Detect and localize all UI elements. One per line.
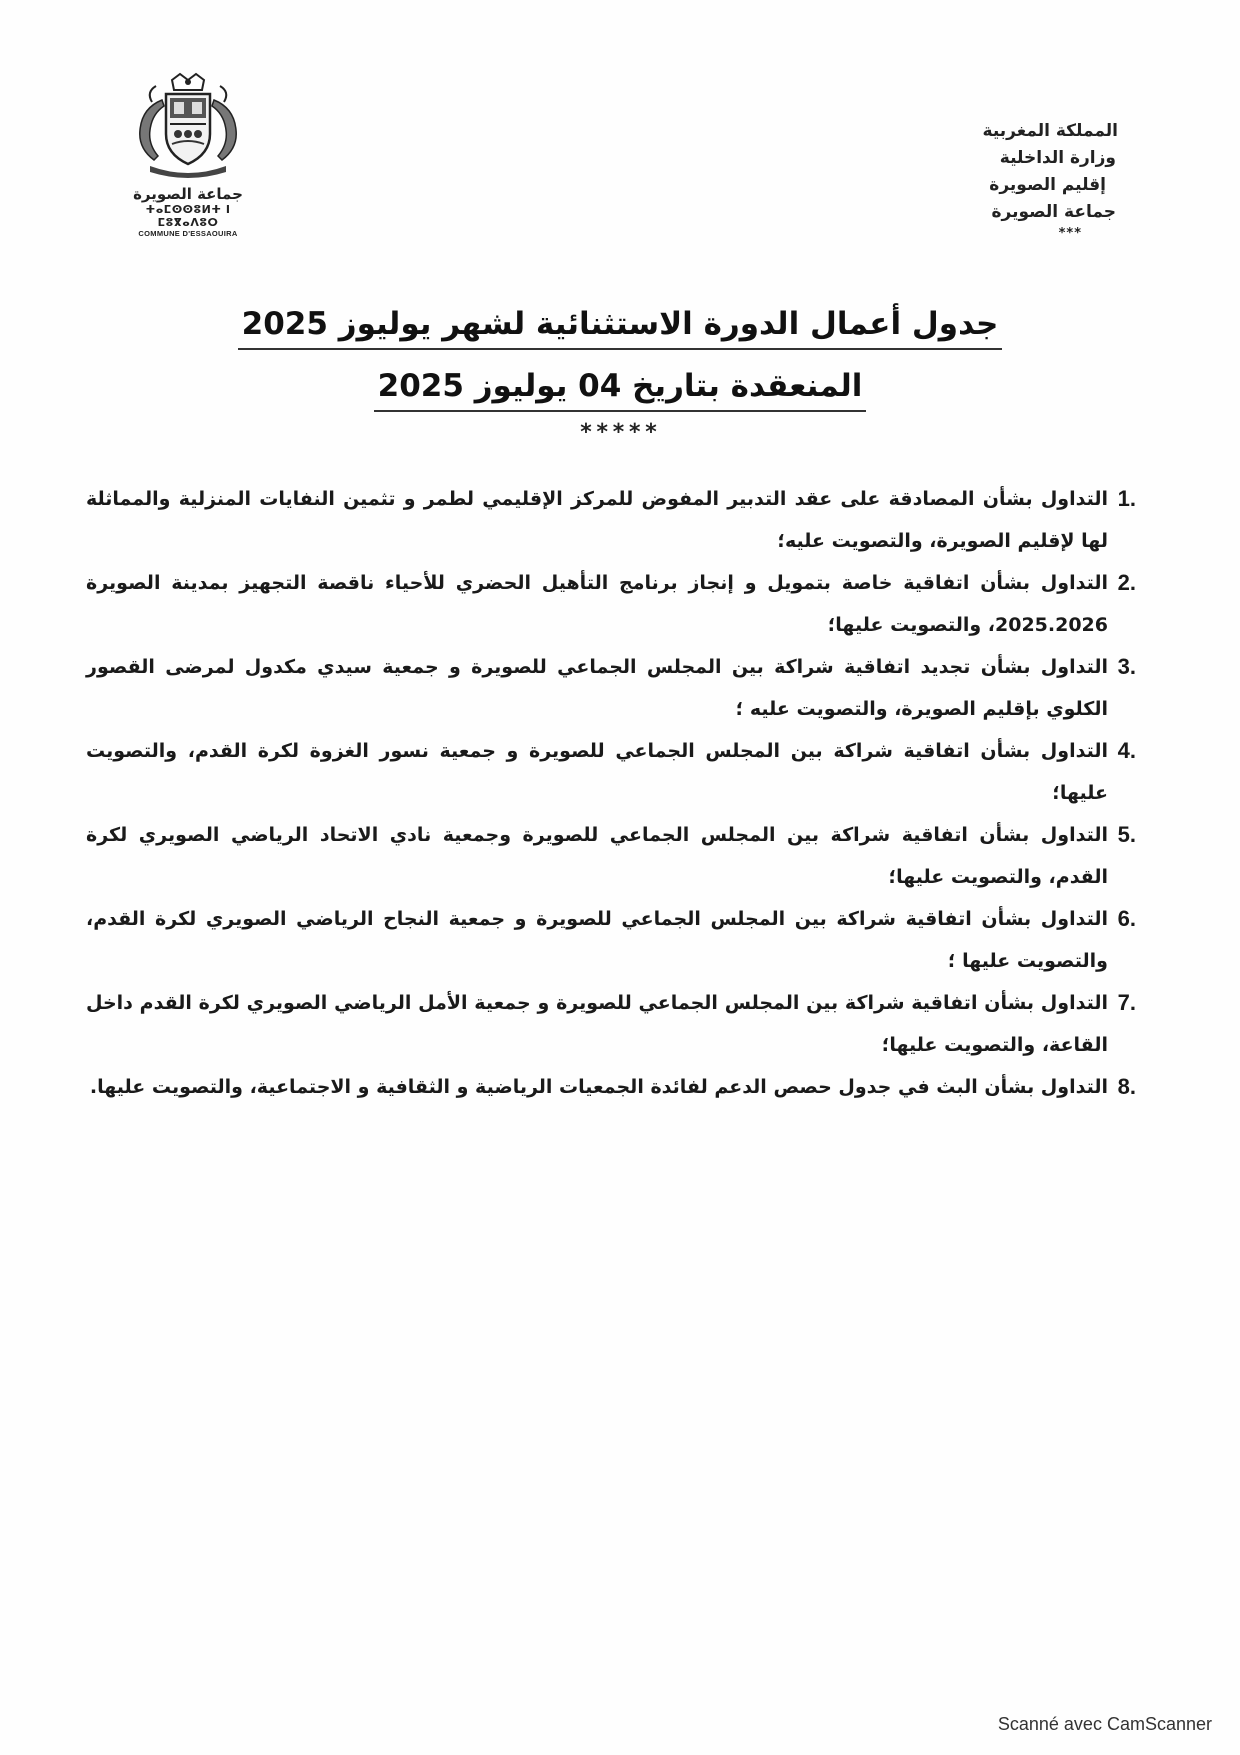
- agenda-item: [86, 478, 1136, 562]
- agenda-item-number: 6.: [1117, 906, 1136, 931]
- title-asterisks: *****: [579, 420, 661, 445]
- agenda-item-number: 5.: [1117, 822, 1136, 847]
- agenda-item-number: 7.: [1117, 990, 1136, 1015]
- agenda-item: [86, 562, 1136, 646]
- agenda-item: [86, 814, 1136, 898]
- agenda-item-number: 1.: [1117, 486, 1136, 511]
- logo-arabic-name: جماعة الصويرة: [133, 185, 243, 203]
- logo-french-name: COMMUNE D'ESSAOUIRA: [138, 229, 238, 238]
- agenda-item-text: التداول بشأن اتفاقية شراكة بين المجلس الجماعي للصويرة و جمعية نسور الغزوة لكرة القدم، والتصويت عليها؛: [86, 740, 1108, 804]
- agenda-item-number: 3.: [1117, 654, 1136, 679]
- agenda-item-number: 4.: [1117, 738, 1136, 763]
- document-title: [0, 302, 1240, 445]
- title-line-1: جدول أعمال الدورة الاستثنائية لشهر يوليوز 2025: [238, 302, 1003, 350]
- header-stars: ***: [1058, 226, 1082, 241]
- agenda-item-text: التداول بشأن اتفاقية شراكة بين المجلس الجماعي للصويرة و جمعية النجاح الرياضي الصويري لكرة القدم، والتصويت عليها ؛: [86, 908, 1108, 972]
- header-commune: جماعة الصويرة: [991, 202, 1116, 222]
- header-ministry: وزارة الداخلية: [999, 148, 1116, 168]
- header-kingdom: المملكة المغربية: [982, 121, 1118, 141]
- agenda-item: [86, 982, 1136, 1066]
- government-header: [918, 118, 1118, 242]
- agenda-item-text: التداول بشأن اتفاقية شراكة بين المجلس الجماعي للصويرة و جمعية الأمل الرياضي الصويري لكرة القدم داخل القاعة، والتصويت عليها؛: [86, 992, 1108, 1056]
- agenda-item-text: التداول بشأن اتفاقية خاصة بتمويل و إنجاز برنامج التأهيل الحضري للأحياء ناقصة التجهيز بمدينة الصويرة 2025.2026، والتصويت عليها؛: [86, 572, 1108, 636]
- commune-logo: [118, 72, 258, 242]
- agenda-list: [86, 478, 1136, 1108]
- agenda-item-text: التداول بشأن اتفاقية شراكة بين المجلس الجماعي للصويرة وجمعية نادي الاتحاد الرياضي الصويري لكرة القدم، والتصويت عليها؛: [86, 824, 1108, 888]
- agenda-item: [86, 646, 1136, 730]
- agenda-item-number: 2.: [1117, 570, 1136, 595]
- agenda-item-text: التداول بشأن تجديد اتفاقية شراكة بين المجلس الجماعي للصويرة و جمعية سيدي مكدول لمرضى القصور الكلوي بإقليم الصويرة، والتصويت عليه ؛: [86, 656, 1108, 720]
- header-province: إقليم الصويرة: [989, 175, 1106, 195]
- agenda-item-number: 8.: [1117, 1074, 1136, 1099]
- coat-of-arms-icon: [128, 72, 248, 184]
- scanner-footer-note: Scanné avec CamScanner: [997, 1714, 1212, 1734]
- agenda-item: [86, 730, 1136, 814]
- agenda-item-text: التداول بشأن البث في جدول حصص الدعم لفائدة الجمعيات الرياضية و الثقافية و الاجتماعية، والتصويت عليها.: [89, 1076, 1108, 1098]
- agenda-item: [86, 1066, 1136, 1108]
- agenda-item-text: التداول بشأن المصادقة على عقد التدبير المفوض للمركز الإقليمي لطمر و تثمين النفايات المنزلية والمماثلة لها لإقليم الصويرة، والتصويت عليه؛: [86, 488, 1108, 552]
- title-line-2: المنعقدة بتاريخ 04 يوليوز 2025: [374, 364, 867, 412]
- logo-tifinagh-name: ⵜⴰⵎⵙⵙⵓⵍⵜ ⵏ ⵎⵓⴳⴰⴷⵓⵔ: [145, 203, 231, 229]
- agenda-item: [86, 898, 1136, 982]
